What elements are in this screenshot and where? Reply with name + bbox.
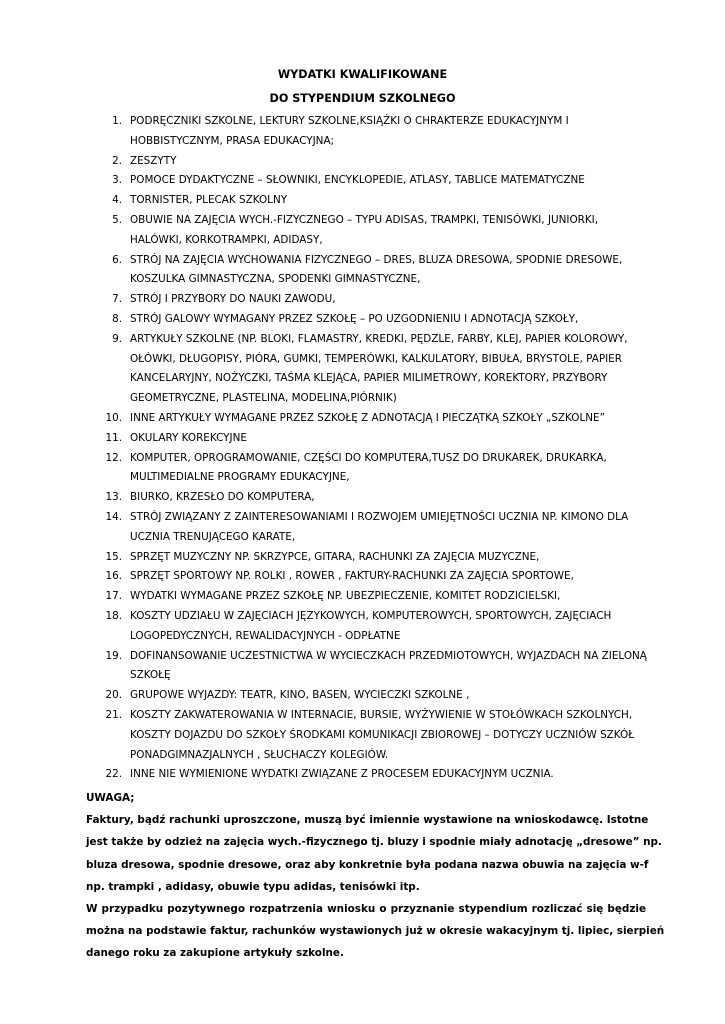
list-item-number: 9.: [112, 332, 122, 345]
list-item: [0, 429, 725, 449]
note-line: można na podstawie faktur, rachunków wystawionych już w okresie wakacyjnym tj. lipiec, sierpień: [86, 925, 665, 938]
list-item-number: 22.: [105, 768, 122, 781]
list-item-number: 12.: [105, 451, 122, 464]
list-item-text: PODRĘCZNIKI SZKOLNE, LEKTURY SZKOLNE,KSIĄŻKI O CHRAKTERZE EDUKACYJNYM I: [130, 115, 569, 127]
list-item-number: 13.: [105, 491, 122, 504]
list-item: [0, 706, 725, 765]
list-item-text: PONADGIMNAZJALNYCH , SŁUCHACZY KOLEGIÓW.: [130, 748, 389, 761]
list-item: [0, 488, 725, 508]
list-item: [0, 686, 725, 706]
list-item-text: SPRZĘT SPORTOWY NP. ROLKI , ROWER , FAKTURY-RACHUNKI ZA ZAJĘCIA SPORTOWE,: [130, 570, 574, 583]
list-item-text: SPRZĘT MUZYCZNY NP. SKRZYPCE, GITARA, RACHUNKI ZA ZAJĘCIA MUZYCZNE,: [130, 550, 540, 563]
note-line: Faktury, bądź rachunki uproszczone, muszą być imiennie wystawione na wnioskodawcę. Istotne: [86, 814, 649, 827]
note-line: W przypadku pozytywnego rozpatrzenia wniosku o przyznanie stypendium rozliczać się będzie: [86, 903, 646, 916]
list-item-text: BIURKO, KRZESŁO DO KOMPUTERA,: [130, 491, 315, 504]
list-item: [0, 765, 725, 785]
list-item-number: 1.: [112, 115, 122, 127]
list-item-text: OKULARY KOREKCYJNE: [130, 431, 247, 444]
note-heading: UWAGA;: [86, 792, 135, 804]
list-item: [0, 607, 725, 647]
list-item-text: KOMPUTER, OPROGRAMOWANIE, CZĘŚCI DO KOMPUTERA,TUSZ DO DRUKAREK, DRUKARKA,: [130, 451, 607, 464]
list-item-number: 11.: [105, 431, 122, 444]
list-item-text: SZKOŁĘ: [130, 669, 171, 682]
list-item-text: DOFINANSOWANIE UCZESTNICTWA W WYCIECZKACH PRZEDMIOTOWYCH, WYJAZDACH NA ZIELONĄ: [130, 649, 647, 662]
list-item-number: 21.: [105, 708, 122, 721]
note-line: bluza dresowa, spodnie dresowe, oraz aby konkretnie była podana nazwa obuwia na zajęcia w-f: [86, 858, 649, 871]
list-item-number: 16.: [105, 570, 122, 583]
list-item: [0, 211, 725, 251]
list-item-text: GEOMETRYCZNE, PLASTELINA, MODELINA,PIÓRNIK): [130, 392, 397, 405]
list-item-text: TORNISTER, PLECAK SZKOLNY: [130, 194, 288, 207]
list-item-text: KOSZTY UDZIAŁU W ZAJĘCIACH JĘZYKOWYCH, KOMPUTEROWYCH, SPORTOWYCH, ZAJĘCIACH: [130, 609, 612, 622]
note-section: [86, 787, 665, 965]
list-item-number: 19.: [105, 649, 122, 662]
list-item: [0, 449, 725, 489]
list-item-text: KOSZTY DOJAZDU DO SZKOŁY ŚRODKAMI KOMUNIKACJI ZBIOROWEJ – DOTYCZY UCZNIÓW SZKÓŁ: [130, 728, 635, 741]
list-item-text: MULTIMEDIALNE PROGRAMY EDUKACYJNE,: [130, 471, 350, 484]
list-item-number: 3.: [112, 174, 122, 187]
list-item-text: KOSZULKA GIMNASTYCZNA, SPODENKI GIMNASTYCZNE,: [130, 273, 421, 286]
document-title-line-2: DO STYPENDIUM SZKOLNEGO: [269, 92, 456, 105]
note-line: np. trampki , adidasy, obuwie typu adidas, tenisówki itp.: [86, 880, 420, 893]
list-item-text: ARTYKUŁY SZKOLNE (NP. BLOKI, FLAMASTRY, KREDKI, PĘDZLE, FARBY, KLEJ, PAPIER KOLOROWY,: [130, 332, 628, 345]
list-item-text: POMOCE DYDAKTYCZNE – SŁOWNIKI, ENCYKLOPEDIE, ATLASY, TABLICE MATEMATYCZNE: [130, 174, 585, 187]
list-item-text: HALÓWKI, KORKOTRAMPKI, ADIDASY,: [130, 233, 323, 246]
list-item-text: STRÓJ NA ZAJĘCIA WYCHOWANIA FIZYCZNEGO – DRES, BLUZA DRESOWA, SPODNIE DRESOWE,: [130, 253, 623, 266]
qualified-expenses-list: [0, 112, 725, 785]
list-item-number: 6.: [112, 253, 122, 266]
list-item-text: GRUPOWE WYJAZDY: TEATR, KINO, BASEN, WYCIECZKI SZKOLNE ,: [130, 689, 470, 702]
list-item: [0, 152, 725, 172]
list-item-text: STRÓJ ZWIĄZANY Z ZAINTERESOWANIAMI I ROZWOJEM UMIEJĘTNOŚCI UCZNIA NP. KIMONO DLA: [130, 510, 629, 523]
list-item-text: INNE ARTYKUŁY WYMAGANE PRZEZ SZKOŁĘ Z ADNOTACJĄ I PIECZĄTKĄ SZKOŁY „SZKOLNE”: [130, 411, 605, 424]
list-item-text: STRÓJ I PRZYBORY DO NAUKI ZAWODU,: [130, 293, 336, 306]
list-item: [0, 330, 725, 409]
list-item: [0, 409, 725, 429]
list-item-text: WYDATKI WYMAGANE PRZEZ SZKOŁĘ NP. UBEZPIECZENIE, KOMITET RODZICIELSKI,: [130, 590, 561, 603]
list-item-text: KANCELARYJNY, NOŻYCZKI, TAŚMA KLEJĄCA, PAPIER MILIMETROWY, KOREKTORY, PRZYBORY: [130, 372, 608, 385]
list-item: [0, 290, 725, 310]
list-item-text: UCZNIA TRENUJĄCEGO KARATE,: [130, 530, 296, 543]
list-item-text: LOGOPEDYCZNYCH, REWALIDACYJNYCH - ODPŁATNE: [130, 629, 401, 642]
list-item: [0, 112, 725, 152]
list-item: [0, 251, 725, 291]
list-item-text: OBUWIE NA ZAJĘCIA WYCH.-FIZYCZNEGO – TYPU ADISAS, TRAMPKI, TENISÓWKI, JUNIORKI,: [130, 213, 599, 226]
list-item-number: 5.: [112, 213, 122, 226]
list-item-number: 15.: [105, 550, 122, 563]
list-item-text: KOSZTY ZAKWATEROWANIA W INTERNACIE, BURSIE, WYŻYWIENIE W STOŁÓWKACH SZKOLNYCH,: [130, 708, 633, 721]
list-item-number: 2.: [112, 154, 122, 167]
list-item-text: STRÓJ GALOWY WYMAGANY PRZEZ SZKOŁĘ – PO UZGODNIENIU I ADNOTACJĄ SZKOŁY,: [130, 312, 579, 325]
list-item-text: INNE NIE WYMIENIONE WYDATKI ZWIĄZANE Z PROCESEM EDUKACYJNYM UCZNIA.: [130, 768, 554, 781]
list-item: [0, 310, 725, 330]
list-item: [0, 191, 725, 211]
list-item-text: HOBBISTYCZNYM, PRASA EDUKACYJNA;: [130, 134, 335, 147]
list-item-number: 20.: [105, 689, 122, 702]
list-item-number: 7.: [112, 293, 122, 306]
list-item-number: 18.: [105, 609, 122, 622]
list-item: [0, 548, 725, 568]
list-item: [0, 587, 725, 607]
list-item-number: 10.: [105, 411, 122, 424]
list-item-number: 14.: [105, 510, 122, 523]
list-item-number: 8.: [112, 312, 122, 325]
list-item-number: 4.: [112, 194, 122, 207]
note-line: danego roku za zakupione artykuły szkolne.: [86, 947, 344, 960]
list-item: [0, 171, 725, 191]
list-item-text: ZESZYTY: [130, 154, 177, 167]
list-item: [0, 647, 725, 687]
list-item-number: 17.: [105, 590, 122, 603]
list-item: [0, 567, 725, 587]
list-item-text: OŁÓWKI, DŁUGOPISY, PIÓRA, GUMKI, TEMPERÓWKI, KALKULATORY, BIBUŁA, BRYSTOLE, PAPIER: [130, 352, 622, 365]
list-item: [0, 508, 725, 548]
document-title-line-1: WYDATKI KWALIFIKOWANE: [277, 68, 448, 81]
note-line: jest także by odzież na zajęcia wych.-fizycznego tj. bluzy i spodnie miały adnotację „dresowe” np.: [86, 836, 662, 849]
